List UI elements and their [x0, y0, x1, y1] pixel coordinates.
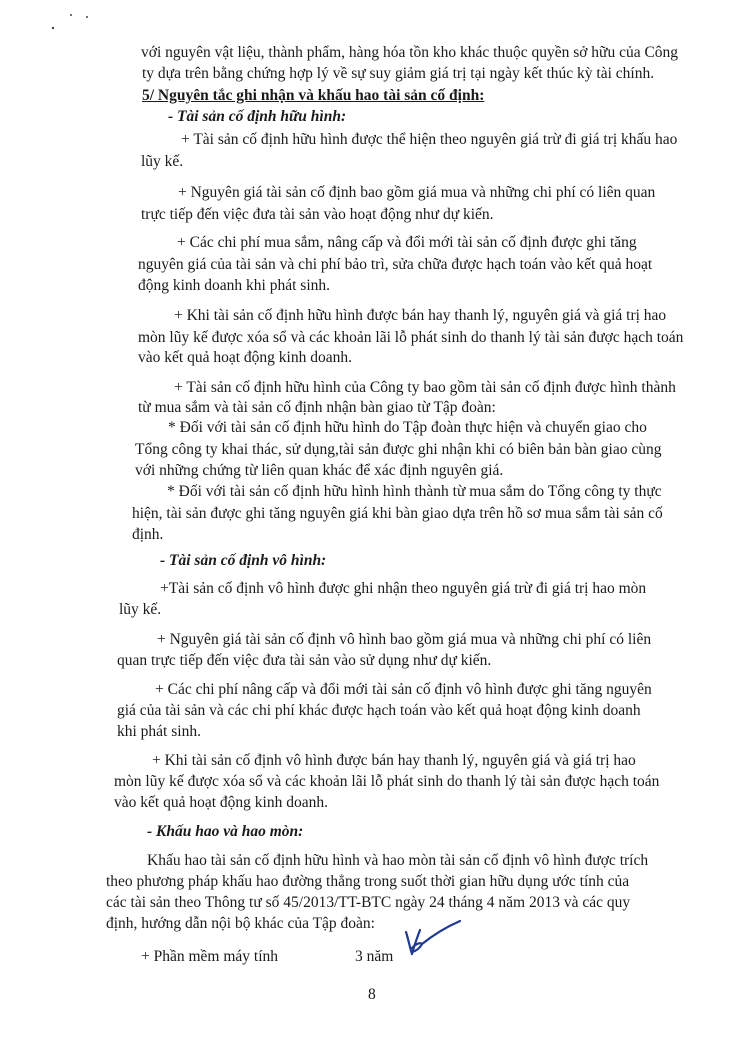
text-line: các tài sản theo Thông tư số 45/2013/TT-BTC ngày 24 tháng 4 năm 2013 và các quy — [106, 894, 631, 911]
text-line: định, hướng dẫn nội bộ khác của Tập đoàn: — [106, 915, 375, 932]
text-line: ty dựa trên bằng chứng hợp lý về sự suy giảm giá trị tại ngày kết thúc kỳ tài chính. — [142, 65, 655, 82]
page-number: 8 — [368, 986, 376, 1003]
subsection-heading: - Tài sản cố định hữu hình: — [168, 108, 347, 125]
text-line: + Khi tài sản cố định vô hình được bán hay thanh lý, nguyên giá và giá trị hao — [152, 752, 636, 769]
text-line: theo phương pháp khấu hao đường thẳng trong suốt thời gian hữu dụng ước tính của — [106, 873, 630, 890]
text-line: +Tài sản cố định vô hình được ghi nhận theo nguyên giá trừ đi giá trị hao mòn — [160, 580, 647, 597]
text-line: với những chứng từ liên quan khác để xác định nguyên giá. — [135, 462, 504, 479]
text-line: Tổng công ty khai thác, sử dụng,tài sản được ghi nhận khi có biên bản bàn giao cùng — [135, 441, 662, 458]
text-line: động kinh doanh khi phát sinh. — [138, 277, 331, 294]
text-line: vào kết quả hoạt động kinh doanh. — [114, 794, 328, 811]
text-line: + Tài sản cố định hữu hình của Công ty bao gồm tài sản cố định được hình thành — [174, 379, 676, 396]
text-line: với nguyên vật liệu, thành phẩm, hàng hóa tồn kho khác thuộc quyền sở hữu của Công — [141, 44, 679, 61]
text-line: + Khi tài sản cố định hữu hình được bán hay thanh lý, nguyên giá và giá trị hao — [174, 307, 667, 324]
text-line: + Nguyên giá tài sản cố định vô hình bao gồm giá mua và những chi phí có liên — [157, 631, 652, 648]
text-line: + Nguyên giá tài sản cố định bao gồm giá mua và những chi phí có liên quan — [178, 184, 656, 201]
text-line: * Đối với tài sản cố định hữu hình hình thành từ mua sắm do Tổng công ty thực — [167, 483, 662, 500]
text-line: + Các chi phí mua sắm, nâng cấp và đổi mới tài sản cố định được ghi tăng — [177, 234, 637, 251]
text-line: định. — [132, 526, 164, 543]
text-line: + Các chi phí nâng cấp và đổi mới tài sản cố định vô hình được ghi tăng nguyên — [155, 681, 652, 698]
text-line: vào kết quả hoạt động kinh doanh. — [138, 349, 352, 366]
text-line: trực tiếp đến việc đưa tài sản vào hoạt động như dự kiến. — [141, 206, 494, 223]
scan-specks — [0, 0, 120, 40]
text-line: mòn lũy kế được xóa sổ và các khoản lãi lỗ phát sinh do thanh lý tài sản được hạch toán — [114, 773, 660, 790]
text-line: Khấu hao tài sản cố định hữu hình và hao mòn tài sản cố định vô hình được trích — [147, 852, 649, 869]
handwritten-initial — [398, 918, 468, 960]
text-line: giá của tài sản và các chi phí khác được hạch toán vào kết quả hoạt động kinh doanh — [117, 702, 641, 719]
text-line: từ mua sắm và tài sản cố định nhận bàn giao từ Tập đoàn: — [138, 399, 496, 416]
software-years: 3 năm — [355, 948, 394, 965]
text-line: lũy kế. — [141, 153, 184, 170]
text-line: lũy kế. — [119, 601, 162, 618]
text-line: + Tài sản cố định hữu hình được thể hiện theo nguyên giá trừ đi giá trị khấu hao — [181, 131, 678, 148]
text-line: quan trực tiếp đến việc đưa tài sản vào sử dụng như dự kiến. — [117, 652, 492, 669]
text-line: nguyên giá của tài sản và chi phí bảo trì, sửa chữa được hạch toán vào kết quả hoạt — [138, 256, 653, 273]
text-line: khi phát sinh. — [117, 723, 201, 740]
software-item: + Phần mềm máy tính — [141, 948, 279, 965]
text-line: mòn lũy kế được xóa sổ và các khoản lãi lỗ phát sinh do thanh lý tài sản được hạch toán — [138, 329, 684, 346]
text-line: hiện, tài sản được ghi tăng nguyên giá khi bàn giao dựa trên hồ sơ mua sắm tài sản cố — [132, 505, 663, 522]
subsection-heading: - Khấu hao và hao mòn: — [147, 823, 304, 840]
text-line: * Đối với tài sản cố định hữu hình do Tập đoàn thực hiện và chuyển giao cho — [168, 419, 647, 436]
subsection-heading: - Tài sản cố định vô hình: — [160, 552, 327, 569]
section-heading: 5/ Nguyên tắc ghi nhận và khấu hao tài sản cố định: — [142, 87, 485, 104]
